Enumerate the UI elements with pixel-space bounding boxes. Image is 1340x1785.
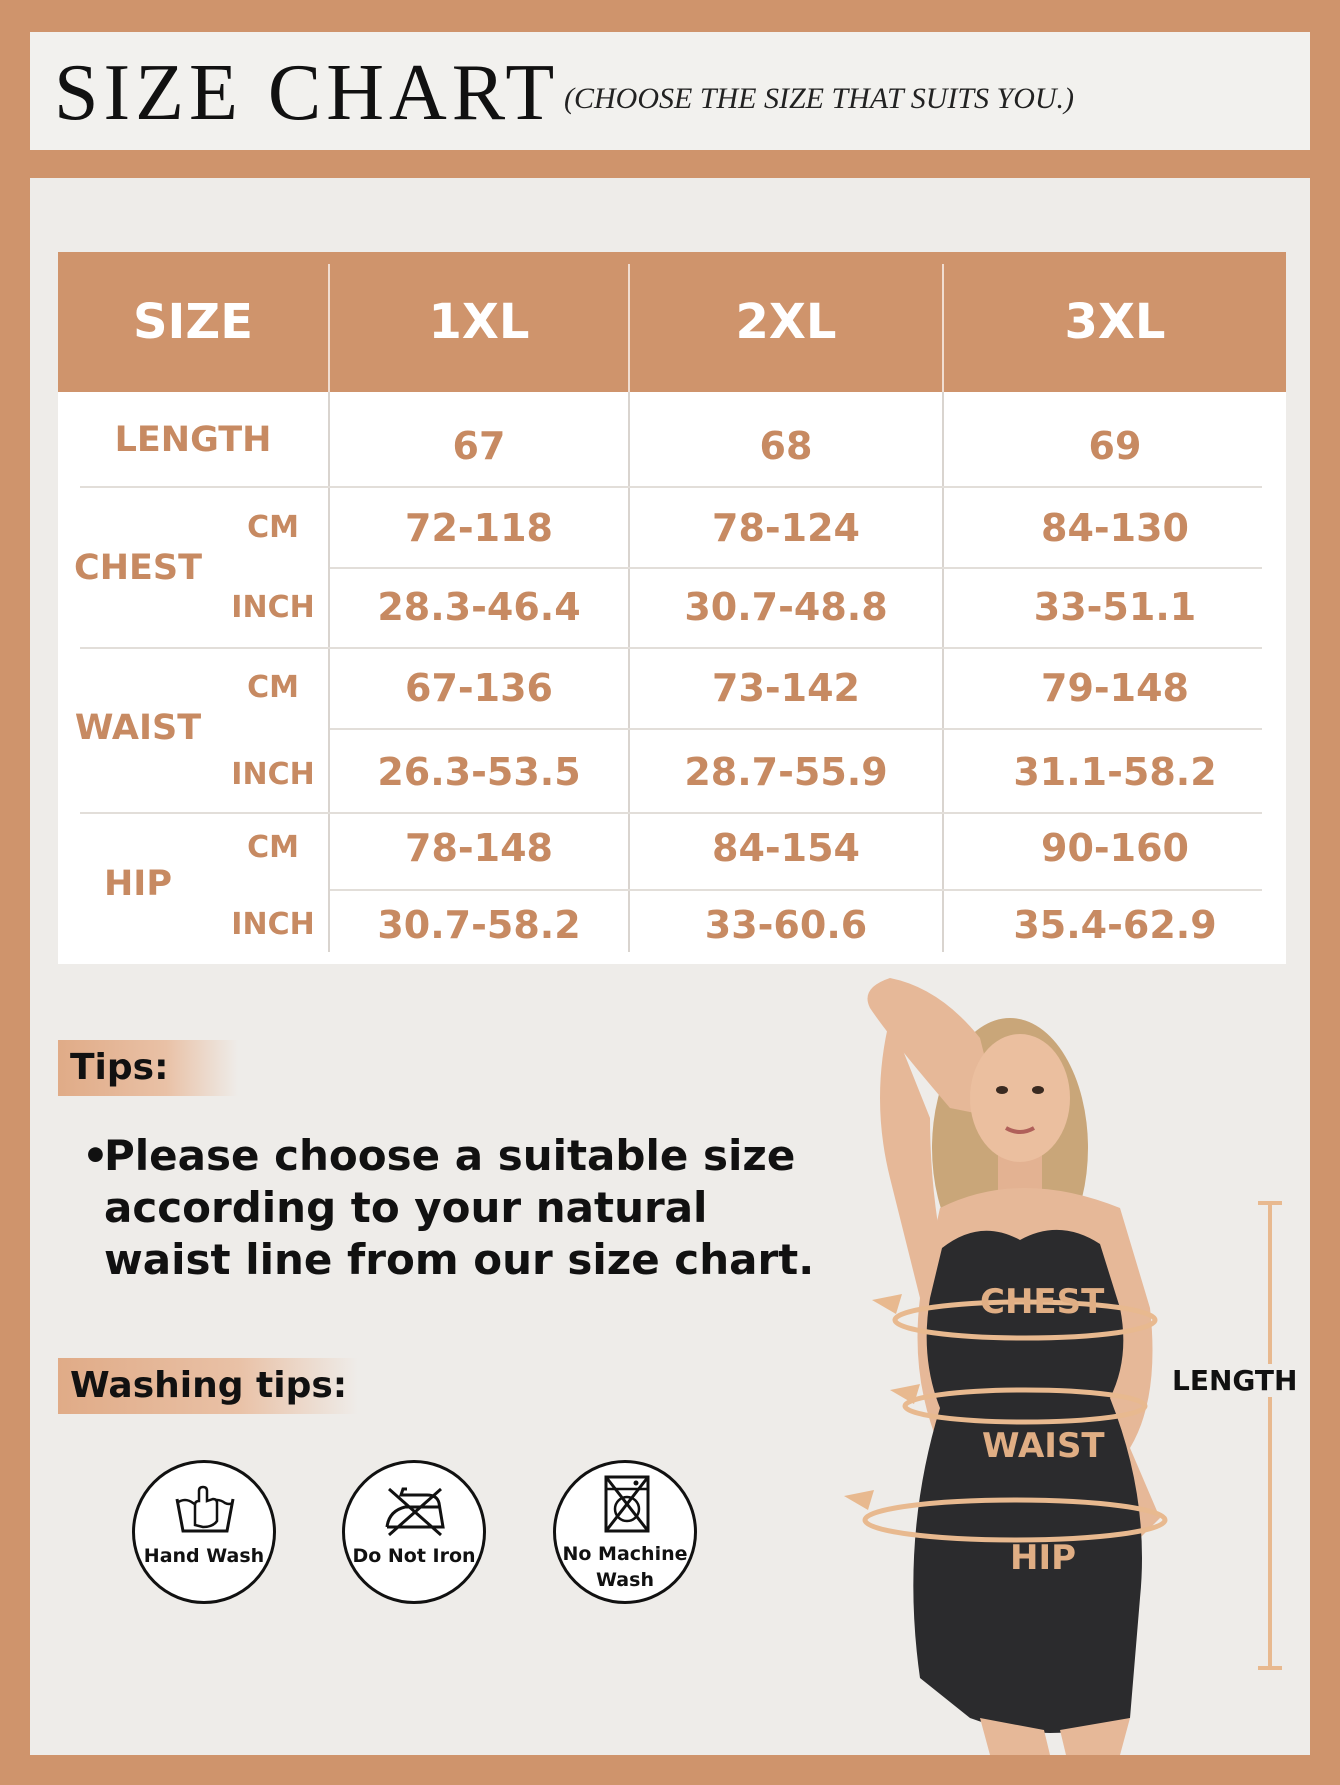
do-not-iron-badge [342,1460,486,1604]
header-size: SIZE [132,294,254,350]
page-title: SIZE CHART [54,49,560,137]
header-divider [328,264,330,392]
row-divider [330,728,1262,730]
table-cell: 33-60.6 [704,903,868,947]
unit-label-cm: CM [247,830,299,865]
title-bar [30,32,1310,150]
header-divider [942,264,944,392]
do-not-iron-label: Do Not Iron [352,1545,476,1567]
row-divider [80,486,1262,488]
waist-label: WAIST [982,1426,1105,1466]
no-machine-wash-icon [602,1473,652,1535]
table-cell: 28.7-55.9 [684,750,888,794]
unit-label-inch: INCH [231,590,315,625]
table-cell: 84-130 [1041,506,1189,550]
table-cell: 78-124 [712,506,860,550]
table-cell: 72-118 [405,506,553,550]
table-cell: 84-154 [712,826,860,870]
model-figure [830,978,1310,1755]
row-divider [80,647,1262,649]
washing-tips-heading: Washing tips: [70,1365,348,1406]
table-cell: 30.7-58.2 [377,903,581,947]
unit-label-inch: INCH [231,907,315,942]
table-cell: 28.3-46.4 [377,585,581,629]
hip-label: HIP [1010,1538,1077,1578]
header-1xl: 1XL [428,294,530,350]
row-label-length: LENGTH [114,420,272,460]
washing-tips-tag [58,1358,358,1414]
no-machine-wash-badge [553,1460,697,1604]
header-3xl: 3XL [1064,294,1166,350]
table-cell: 35.4-62.9 [1013,903,1217,947]
table-cell: 67-136 [405,666,553,710]
tip-text: Please choose a suitable size according to your natural waist line from our size chart. [104,1131,815,1284]
row-label-chest: CHEST [74,548,202,588]
unit-label-inch: INCH [231,757,315,792]
header-divider [628,264,630,392]
header-2xl: 2XL [735,294,837,350]
length-label: LENGTH [1172,1364,1298,1397]
table-cell: 68 [759,424,813,468]
table-cell: 67 [452,424,506,468]
tips-tag [58,1040,238,1096]
table-cell: 79-148 [1041,666,1189,710]
unit-label-cm: CM [247,510,299,545]
row-divider [80,812,1262,814]
hand-wash-icon [173,1481,237,1539]
table-cell: 30.7-48.8 [684,585,888,629]
page-subtitle: (CHOOSE THE SIZE THAT SUITS YOU.) [564,82,1075,115]
hand-wash-label: Hand Wash [143,1545,265,1567]
size-table [58,252,1286,964]
table-cell: 31.1-58.2 [1013,750,1217,794]
tips-heading: Tips: [70,1047,169,1088]
no-machine-wash-label-line2: Wash [596,1569,654,1591]
hand-wash-badge [132,1460,276,1604]
chest-label: CHEST [980,1282,1105,1322]
row-divider [330,567,1262,569]
row-divider [330,889,1262,891]
tip-bullet: • [82,1131,109,1180]
row-label-hip: HIP [104,864,172,904]
table-cell: 26.3-53.5 [377,750,581,794]
table-cell: 78-148 [405,826,553,870]
table-cell: 73-142 [712,666,860,710]
do-not-iron-icon [381,1485,449,1537]
row-label-waist: WAIST [74,708,202,748]
table-cell: 33-51.1 [1033,585,1197,629]
table-header-row [58,252,1286,392]
content-panel [30,178,1310,1755]
table-cell: 90-160 [1041,826,1189,870]
table-cell: 69 [1088,424,1142,468]
no-machine-wash-label-line1: No Machine [562,1543,688,1565]
unit-label-cm: CM [247,670,299,705]
